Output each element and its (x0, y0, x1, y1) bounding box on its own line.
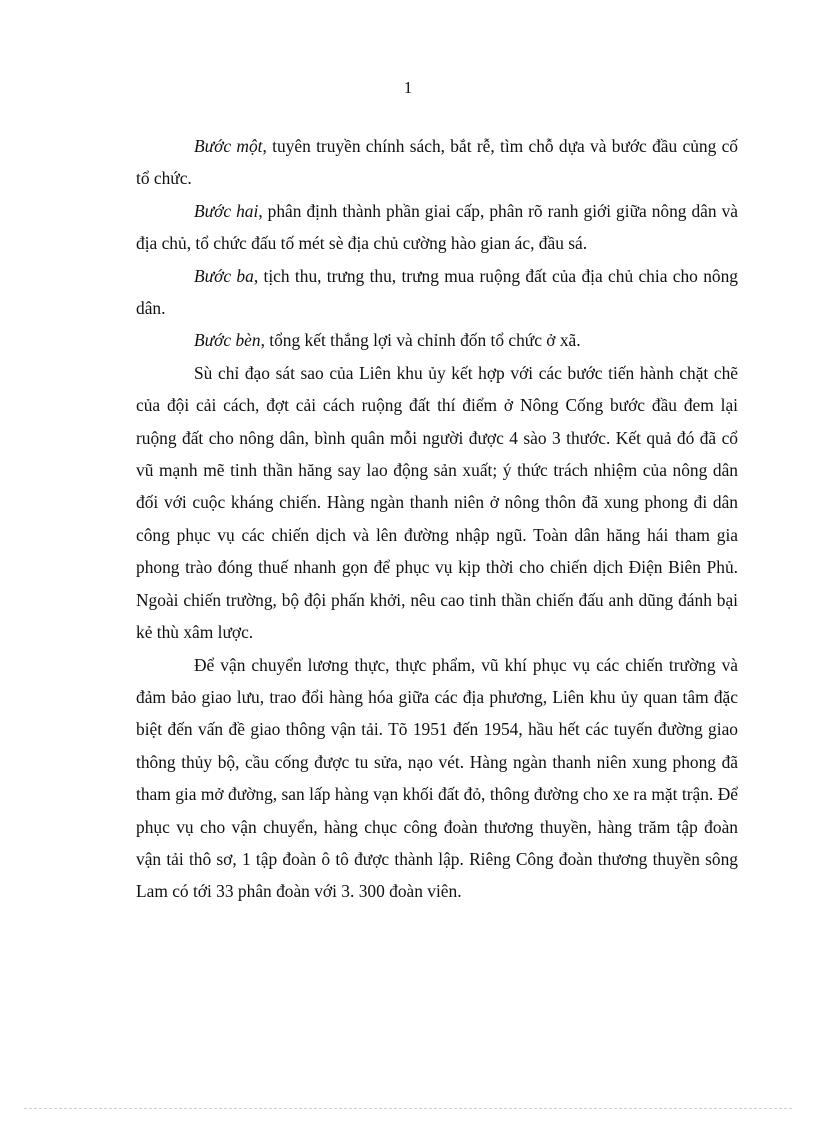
step-paragraph-2 (136, 195, 738, 260)
step-paragraph-3 (136, 260, 738, 325)
body-paragraph-2: Để vận chuyển lương thực, thực phẩm, vũ khí phục vụ các chiến trường và đảm bảo giao lưu, trao đổi hàng hóa giữa các địa phương, Liên khu ủy quan tâm đặc biệt đến vấn đề giao thông vận tải. Tõ 1951 đến 1954, hầu hết các tuyến đường giao thông thủy bộ, cầu cống được tu sửa, nạo vét. Hàng ngàn thanh niên xung phong đã tham gia mở đường, san lấp hàng vạn khối đất đỏ, thông đường cho xe ra mặt trận. Để phục vụ cho vận chuyển, hàng chục công đoàn thương thuyền, hàng trăm tập đoàn vận tải thô sơ, 1 tập đoàn ô tô được thành lập. Riêng Công đoàn thương thuyền sông Lam có tới 33 phân đoàn với 3. 300 đoàn viên. (136, 654, 738, 902)
step-text-3: , tịch thu, trưng thu, trưng mua ruộng đất của địa chủ chia cho nông dân. (136, 265, 738, 319)
body-text (136, 130, 738, 908)
step-paragraph-4 (136, 324, 738, 356)
step-label-1: Bước một (194, 136, 263, 156)
page-number: 1 (403, 78, 413, 97)
step-text-2: , phân định thành phần giai cấp, phân rõ ranh giới giữa nông dân và địa chủ, tổ chức đấu tố mét sè địa chủ cường hào gian ác, đầu sá. (136, 200, 738, 254)
step-label-3: Bước ba (194, 265, 254, 286)
step-label-2: Bước hai (194, 200, 259, 221)
page-bottom-divider (24, 1108, 792, 1109)
body-paragraph-1: Sù chỉ đạo sát sao của Liên khu ủy kết hợp với các bước tiến hành chặt chẽ của đội cải cách, đợt cải cách ruộng đất thí điểm ở Nông Cống bước đầu đem lại ruộng đất cho nông dân, bình quân mỗi người được 4 sào 3 thước. Kết quả đó đã cổ vũ mạnh mẽ tinh thần hăng say lao động sản xuất; ý thức trách nhiệm của nông dân đối với cuộc kháng chiến. Hàng ngàn thanh niên ở nông thôn đã xung phong đi dân công phục vụ các chiến dịch và lên đường nhập ngũ. Toàn dân hăng hái tham gia phong trào đóng thuế nhanh gọn để phục vụ kịp thời cho chiến dịch Điện Biên Phủ. Ngoài chiến trường, bộ đội phấn khởi, nêu cao tinh thần chiến đấu anh dũng đánh bại kẻ thù xâm lược. (136, 362, 738, 643)
step-paragraph-1 (136, 130, 738, 195)
step-text-1: , tuyên truyền chính sách, bắt rễ, tìm chỗ dựa và bước đầu củng cố tổ chức. (136, 136, 738, 189)
step-text-4: , tổng kết thắng lợi và chỉnh đốn tổ chức ở xã. (260, 330, 581, 351)
step-label-4: Bước bèn (194, 330, 261, 351)
